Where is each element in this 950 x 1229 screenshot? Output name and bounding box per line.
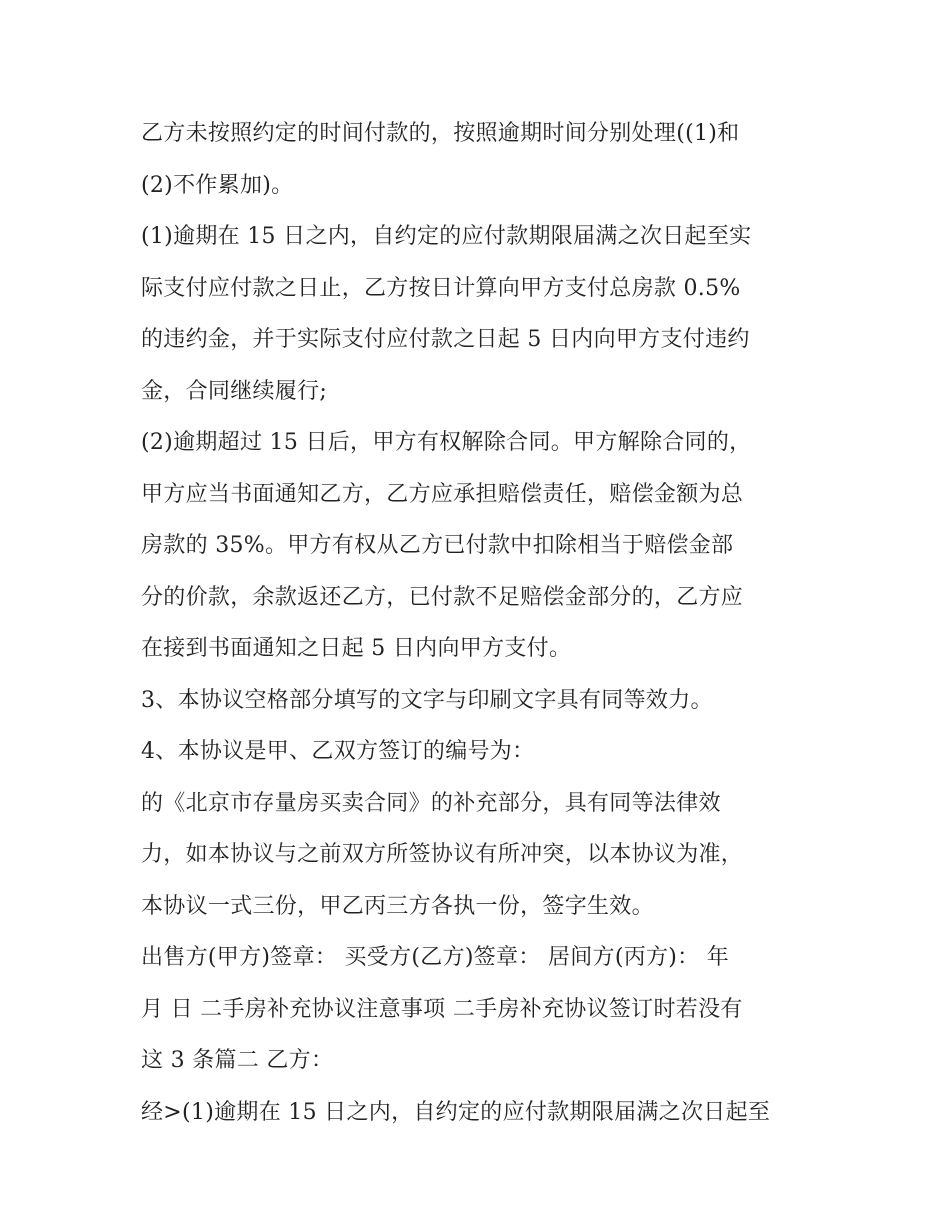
text-line: 的《北京市存量房买卖合同》的补充部分，具有同等法律效 — [141, 790, 721, 816]
text-line: 经>(1)逾期在 15 日之内，自约定的应付款期限届满之次日起至 — [141, 1099, 771, 1125]
text-line: 本协议一式三份，甲乙丙三方各执一份，签字生效。 — [141, 893, 654, 919]
text-line: 在接到书面通知之日起 5 日内向甲方支付。 — [141, 636, 572, 661]
text-line: 的违约金，并于实际支付应付款之日起 5 日内向甲方支付违约 — [141, 327, 750, 352]
text-line: (2)不作累加)。 — [141, 172, 294, 198]
text-line: 甲方应当书面通知乙方，乙方应承担赔偿责任，赔偿金额为总 — [141, 481, 744, 507]
text-line: (2)逾期超过 15 日后，甲方有权解除合同。甲方解除合同的， — [141, 430, 752, 455]
text-line: 3、本协议空格部分填写的文字与印刷文字具有同等效力。 — [141, 687, 713, 713]
text-line: 金，合同继续履行; — [141, 378, 328, 404]
text-line: 乙方未按照约定的时间付款的，按照逾期时间分别处理((1)和 — [141, 121, 740, 146]
text-line: 出售方(甲方)签章： 买受方(乙方)签章： 居间方(丙方)： 年 — [141, 945, 730, 970]
text-line: 分的价款，余款返还乙方，已付款不足赔偿金部分的，乙方应 — [141, 584, 744, 610]
text-line: 月 日 二手房补充协议注意事项 二手房补充协议签订时若没有 — [141, 996, 743, 1022]
text-line: 房款的 35%。甲方有权从乙方已付款中扣除相当于赔偿金部 — [141, 533, 734, 558]
text-line: 际支付应付款之日止，乙方按日计算向甲方支付总房款 0.5% — [141, 275, 741, 301]
text-line: 力，如本协议与之前双方所签协议有所冲突，以本协议为准， — [141, 842, 744, 867]
text-line: 4、本协议是甲、乙双方签订的编号为： — [141, 739, 535, 764]
text-line: 这 3 条篇二 乙方： — [141, 1048, 334, 1073]
document-body — [141, 108, 821, 1138]
text-line: (1)逾期在 15 日之内，自约定的应付款期限届满之次日起至实 — [141, 224, 752, 249]
